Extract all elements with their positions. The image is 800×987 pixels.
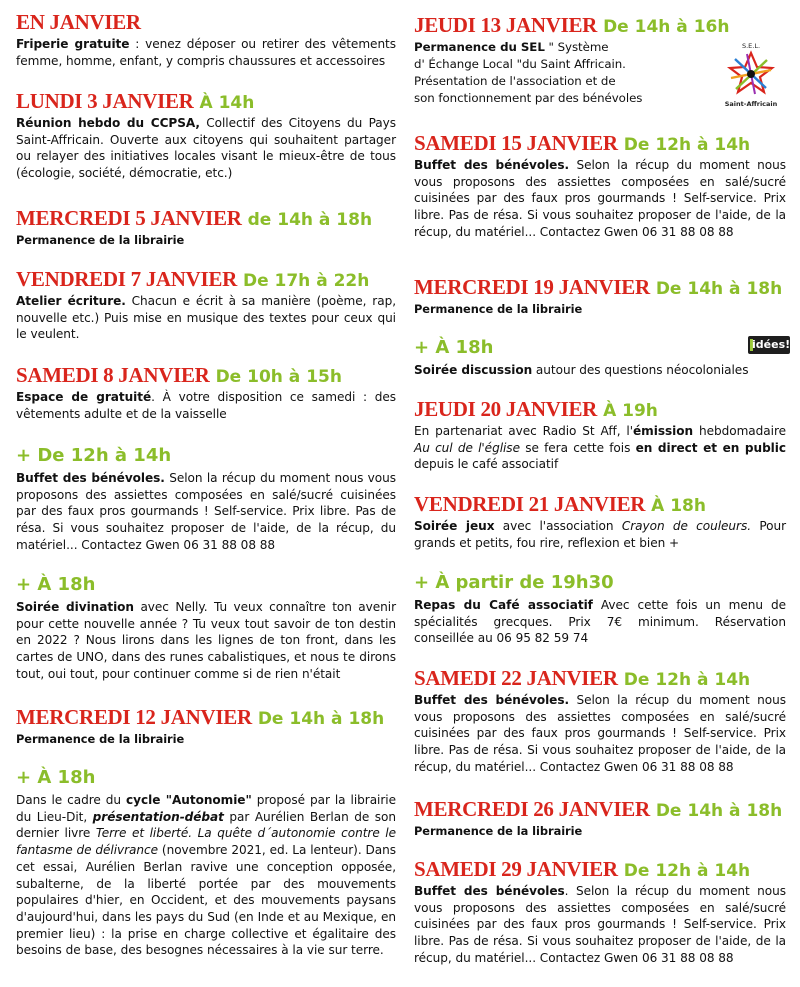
idees-logo-icon	[748, 336, 790, 354]
event-mercredi-12-debat	[16, 765, 396, 959]
event-description: autour des questions néocoloniales	[532, 363, 749, 377]
event-description: son fonctionnement par des bénévoles	[414, 91, 643, 105]
event-time: De 14h à 18h	[655, 801, 783, 821]
event-time: De 12h à 14h	[623, 135, 751, 155]
event-time: De 14h à 18h	[655, 279, 783, 299]
show-title: Au cul de l'église	[414, 440, 520, 455]
event-mercredi-19	[414, 274, 786, 318]
event-time: À 18h	[651, 496, 706, 516]
event-description: Selon la récup du moment nous vous proposons des assiettes composées en salé/sucré cuisinées par des faux pros gourmands ! Self-service. Prix libre. Pas de résa. Si vous souhaitez proposer de l'aide, de la récup, du matériel... Contactez Gwen 06 31 88 08 88	[16, 471, 396, 552]
event-title: Soirée jeux	[414, 519, 495, 533]
text: (novembre 2021, ed. La lenteur). Dans cet essai, Aurélien Berlan ravive une conception opposée, subalterne, de la liberté portée par des mouvements populaires d'hier, en Occident, et des mouvements paysans d'aujourd'hui, dans les pays du Sud (en Inde et au Mexique, en premier lieu) : la prise en charge collective et égalitaire des besoins de base, des besognes nécessaires à la vie sur terre.	[16, 843, 396, 958]
event-title: Friperie gratuite	[16, 37, 130, 51]
event-date: LUNDI 3 JANVIER	[16, 89, 194, 113]
event-mercredi-19-discussion	[414, 335, 786, 379]
text-bold: émission	[633, 424, 694, 438]
event-time: À 14h	[199, 93, 255, 113]
event-description: Avec cette fois un menu de spécialités grecques. Prix 7€ minimum. Réservation conseillée au 06 95 82 59 74	[414, 598, 786, 646]
event-title: Repas du Café associatif	[414, 598, 593, 612]
event-date: MERCREDI 12 JANVIER	[16, 705, 252, 729]
event-time: De 17h à 22h	[242, 271, 370, 291]
text-bold: présentation-débat	[92, 809, 224, 824]
event-date: SAMEDI 15 JANVIER	[414, 131, 618, 155]
event-description	[16, 792, 396, 959]
text: avec l'association	[494, 519, 622, 533]
event-vendredi-21-repas	[414, 570, 786, 647]
event-date: JEUDI 13 JANVIER	[414, 13, 598, 37]
event-time: De 14h à 18h	[257, 709, 385, 729]
event-time: + À 18h	[16, 574, 96, 595]
event-mercredi-12	[16, 704, 396, 748]
event-time: + À 18h	[414, 337, 494, 358]
event-mercredi-5	[16, 205, 396, 249]
event-samedi-8-divination	[16, 572, 396, 683]
event-time: De 14h à 16h	[603, 17, 730, 37]
event-vendredi-7	[16, 266, 396, 343]
event-date: SAMEDI 8 JANVIER	[16, 363, 210, 387]
event-description: " Système	[544, 40, 609, 54]
text: depuis le café associatif	[414, 457, 559, 472]
event-description: Permanence de la librairie	[414, 302, 583, 316]
text-bold: en direct et en public	[635, 440, 786, 455]
event-description: d' Échange Local "du Saint Affricain.	[414, 57, 626, 71]
event-description: Chacun e écrit à sa manière (poème, rap, nouvelle etc.) Puis mise en musique des textes pour ceux qui le veulent.	[16, 294, 396, 342]
event-samedi-8	[16, 362, 396, 422]
event-date: EN JANVIER	[16, 10, 141, 34]
event-title: Buffet des bénévoles	[414, 884, 565, 898]
event-description: . Selon la récup du moment nous vous proposons des assiettes composées en salé/sucré cuisinées par des faux pros gourmands ! Self-service. Prix libre. Pas de résa. Si vous souhaitez proposer de l'aide, de la récup, du matériel... Contactez Gwen 06 31 88 08 88	[414, 884, 786, 965]
event-time: À 19h	[603, 401, 658, 421]
event-date: VENDREDI 21 JANVIER	[414, 492, 646, 516]
event-title: Buffet des bénévoles.	[414, 693, 570, 707]
event-time: De 12h à 14h	[623, 861, 751, 881]
event-samedi-22	[414, 665, 786, 776]
event-date: MERCREDI 5 JANVIER	[16, 206, 242, 230]
text: Dans le cadre du	[16, 793, 127, 807]
association-name: Crayon de couleurs.	[621, 519, 752, 533]
event-samedi-8-buffet	[16, 443, 396, 554]
event-date: SAMEDI 29 JANVIER	[414, 857, 618, 881]
event-mercredi-26	[414, 796, 786, 840]
event-time: De 12h à 14h	[623, 670, 751, 690]
event-title: Atelier écriture.	[16, 294, 126, 308]
event-description: : venez déposer ou retirer des vêtements femme, homme, enfant, y compris chaussures et accessoires	[16, 37, 396, 68]
text: Pour grands et petits, fou rire, reflexion et bien +	[414, 519, 787, 550]
text-bold: cycle "Autonomie"	[126, 793, 252, 807]
event-date: SAMEDI 22 JANVIER	[414, 666, 618, 690]
text: proposé par la librairie du Lieu-Dit,	[16, 793, 396, 824]
logo-caption: S.E.L.	[741, 42, 761, 50]
event-description: Permanence de la librairie	[414, 824, 583, 838]
event-description: Présentation de l'association et de	[414, 74, 616, 88]
event-en-janvier	[16, 9, 396, 69]
event-title: Réunion hebdo du CCPSA,	[16, 116, 200, 130]
event-description: Selon la récup du moment nous vous proposons des assiettes composées en salé/sucré cuisinées par des faux pros gourmands ! Self-service. Prix libre. Pas de résa. Si vous souhaitez proposer de l'aide, de la récup, du matériel... Contactez Gwen 06 31 88 08 88	[414, 693, 786, 774]
event-lundi-3	[16, 88, 396, 182]
text: par Aurélien Berlan de son dernier livre	[16, 809, 396, 841]
event-samedi-15	[414, 130, 786, 241]
event-title: Espace de gratuité	[16, 390, 152, 404]
logo-text: idées!	[752, 338, 791, 351]
event-description	[414, 518, 786, 551]
event-description: Permanence de la librairie	[16, 732, 185, 746]
event-title: Permanence du SEL	[414, 40, 545, 54]
event-time: de 14h à 18h	[247, 210, 373, 230]
event-title: Soirée discussion	[414, 363, 533, 377]
event-time: + À 18h	[16, 767, 96, 788]
event-jeudi-20	[414, 396, 786, 473]
event-time: De 10h à 15h	[215, 367, 342, 387]
event-samedi-29	[414, 856, 786, 967]
sel-logo-icon	[720, 40, 782, 108]
text: hebdomadaire	[693, 424, 787, 438]
event-description	[414, 423, 786, 473]
event-title: Soirée divination	[16, 600, 134, 614]
event-title: Buffet des bénévoles.	[414, 158, 570, 172]
event-date: JEUDI 20 JANVIER	[414, 397, 598, 421]
event-title: Buffet des bénévoles.	[16, 471, 165, 485]
text: En partenariat avec Radio St Aff, l'	[414, 424, 634, 438]
event-vendredi-21	[414, 491, 786, 551]
event-description: Collectif des Citoyens du Pays Saint-Affricain. Ouverte aux citoyens qui souhaitent partager ou relayer des initiatives locales visant le mieux-être de tous (écologie, société, démocratie, etc.)	[16, 116, 397, 181]
event-description: . À votre disposition ce samedi : des vêtements adulte et de la vaisselle	[16, 390, 396, 421]
text: se fera cette fois	[519, 440, 636, 455]
event-time: + De 12h à 14h	[16, 445, 172, 466]
event-date: VENDREDI 7 JANVIER	[16, 267, 237, 291]
event-description: Permanence de la librairie	[16, 233, 185, 247]
book-title: Terre et liberté. La quête d´autonomie contre le fantasme de délivrance	[16, 826, 397, 858]
event-date: MERCREDI 19 JANVIER	[414, 275, 650, 299]
event-description: Selon la récup du moment nous vous proposons des assiettes composées en salé/sucré cuisinées par des faux pros gourmands ! Self-service. Prix libre. Pas de résa. Si vous souhaitez proposer de l'aide, de la récup, du matériel... Contactez Gwen 06 31 88 08 88	[414, 158, 786, 239]
event-date: MERCREDI 26 JANVIER	[414, 797, 650, 821]
event-time: + À partir de 19h30	[414, 572, 614, 593]
event-description: avec Nelly. Tu veux connaître ton avenir pour cette nouvelle année ? Tu veux tout savoir de ton destin en 2022 ? Nous lirons dans les lignes de ton front, dans les cartes de UNO, dans des runes cabalistiques, et nous te dirons tout, oui tout, pour continuer comme si de rien n'était	[16, 600, 396, 681]
logo-caption: Saint-Affricain	[724, 100, 778, 108]
